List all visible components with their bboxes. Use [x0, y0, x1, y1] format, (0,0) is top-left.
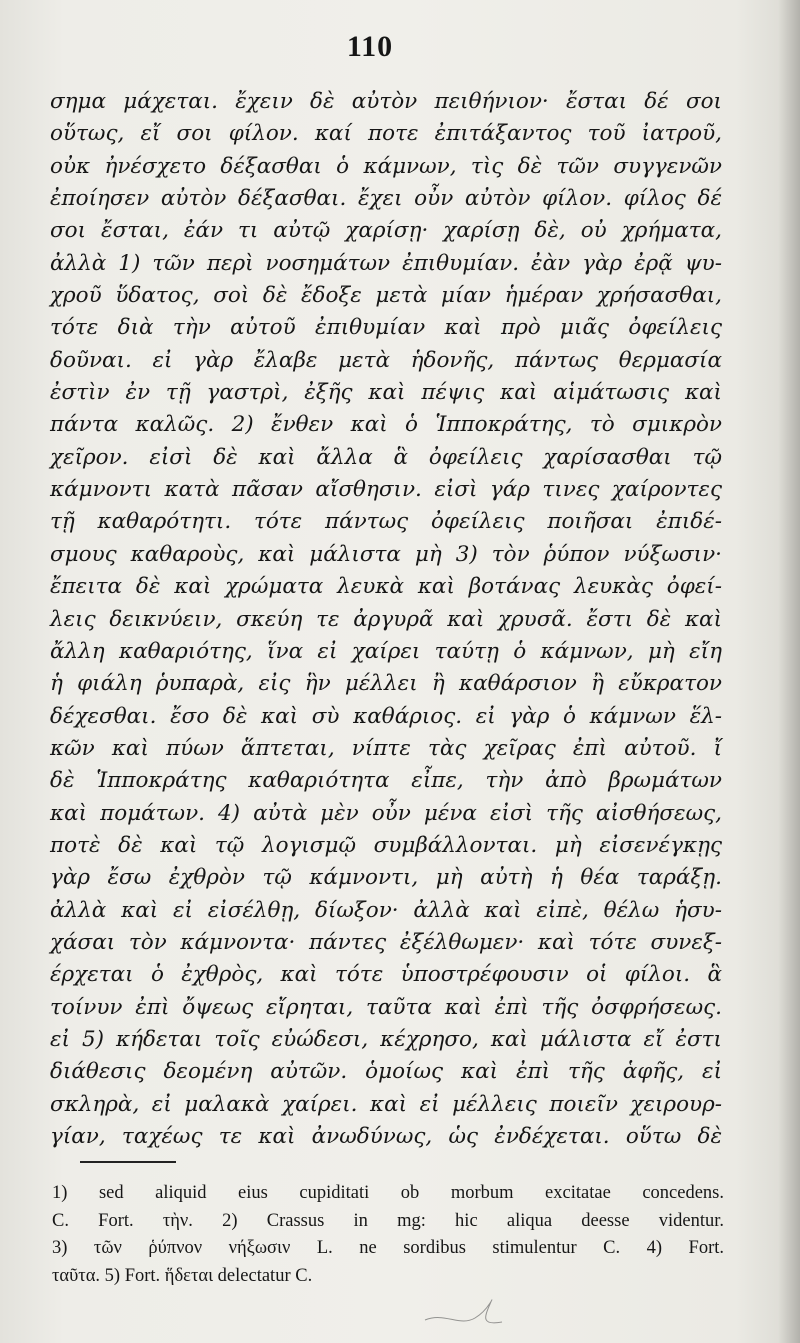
pencil-mark [420, 1282, 510, 1332]
text-line: σοι ἔσται, ἐάν τι αὐτῷ χαρίσῃ· χαρίσῃ δὲ, οὐ χρήματα, [50, 218, 722, 244]
text-line: τοίνυν ἐπὶ ὄψεως εἴρηται, ταῦτα καὶ ἐπὶ τῆς ὀσφρήσεως. [50, 994, 722, 1020]
text-line: γὰρ ἔσω ἐχθρὸν τῷ κάμνοντι, μὴ αὐτὴ ἡ θέα ταράξῃ. [50, 865, 722, 891]
text-line: κάμνοντι κατὰ πᾶσαν αἴσθησιν. εἰσὶ γάρ τινες χαίροντες [50, 477, 722, 503]
footnote-line: ταῦτα. 5) Fort. ἥδεται delectatur C. [52, 1265, 313, 1286]
text-line: οὐκ ἠνέσχετο δέξασθαι ὁ κάμνων, τὶς δὲ τῶν συγγενῶν [50, 153, 722, 179]
spine-shadow [778, 0, 800, 1343]
text-line: ἐποίησεν αὐτὸν δέξασθαι. ἔχει οὖν αὐτὸν φίλον. φίλος δέ [50, 186, 722, 212]
text-line: τότε διὰ τὴν αὐτοῦ ἐπιθυμίαν καὶ πρὸ μιᾶς ὀφείλεις [50, 315, 722, 341]
text-line: ποτὲ δὲ καὶ τῷ λογισμῷ συμβάλλονται. μὴ εἰσενέγκῃς [50, 832, 722, 858]
text-line: σημα μάχεται. ἔχειν δὲ αὐτὸν πειθήνιον· ἔσται δέ σοι [50, 89, 722, 114]
text-line: τῇ καθαρότητι. τότε πάντως ὀφείλεις ποιῆσαι ἐπιδέ- [50, 509, 722, 535]
page-number: 110 [346, 30, 394, 63]
text-line: ἀλλὰ 1) τῶν περὶ νοσημάτων ἐπιθυμίαν. ἐὰν γὰρ ἐρᾷ ψυ- [50, 250, 722, 276]
text-line: ἔπειτα δὲ καὶ χρώματα λευκὰ καὶ βοτάνας λευκὰς ὀφεί- [50, 574, 722, 600]
footnote-line: C. Fort. τὴν. 2) Crassus in mg: hic aliqua deesse videntur. [52, 1210, 724, 1231]
text-line: ἀλλὰ καὶ εἰ εἰσέλθῃ, δίωξον· ἀλλὰ καὶ εἰπὲ, θέλω ἡσυ- [50, 897, 722, 923]
footnotes [52, 1180, 724, 1290]
text-line: ἄλλη καθαριότης, ἵνα εἰ χαίρει ταύτῃ ὁ κάμνων, μὴ εἴη [50, 638, 722, 664]
text-line: χεῖρον. εἰσὶ δὲ καὶ ἄλλα ἃ ὀφείλεις χαρίσασθαι τῷ [50, 444, 722, 470]
text-line: χάσαι τὸν κάμνοντα· πάντες ἐξέλθωμεν· καὶ τότε συνεξ- [50, 929, 722, 955]
text-line: διάθεσις δεομένη αὐτῶν. ὁμοίως καὶ ἐπὶ τῆς ἁφῆς, εἰ [50, 1059, 722, 1085]
footnote-line: 3) τῶν ῥύπνον νήξωσιν L. ne sordibus stimulentur C. 4) Fort. [52, 1238, 724, 1258]
text-line: λεις δεικνύειν, σκεύη τε ἀργυρᾶ καὶ χρυσᾶ. ἔστι δὲ καὶ [50, 606, 722, 632]
text-line: χροῦ ὕδατος, σοὶ δὲ ἔδοξε μετὰ μίαν ἡμέραν χρήσασθαι, [50, 283, 722, 309]
text-line: κῶν καὶ πύων ἅπτεται, νίπτε τὰς χεῖρας ἐπὶ αὐτοῦ. ἴ [50, 735, 722, 761]
greek-body-text [50, 86, 722, 1153]
text-line: σμους καθαροὺς, καὶ μάλιστα μὴ 3) τὸν ῥύπον νύξωσιν· [50, 541, 722, 567]
footnote-line: 1) sed aliquid eius cupiditati ob morbum excitatae concedens. [52, 1183, 724, 1203]
text-line: σκληρὰ, εἰ μαλακὰ χαίρει. καὶ εἰ μέλλεις ποιεῖν χειρουρ- [50, 1091, 722, 1117]
footnote-rule [80, 1161, 176, 1163]
text-line: εἰ 5) κήδεται τοῖς εὐώδεσι, κέχρησο, καὶ μάλιστα εἴ ἐστι [50, 1026, 722, 1052]
text-line: ἐστὶν ἐν τῇ γαστρὶ, ἐξῆς καὶ πέψις καὶ αἱμάτωσις καὶ [50, 380, 722, 406]
text-line: καὶ πομάτων. 4) αὐτὰ μὲν οὖν μένα εἰσὶ τῆς αἰσθήσεως, [50, 800, 722, 826]
text-line: δοῦναι. εἰ γὰρ ἔλαβε μετὰ ἡδονῆς, πάντως θερμασία [50, 347, 722, 373]
text-line: πάντα καλῶς. 2) ἔνθεν καὶ ὁ Ἱπποκράτης, τὸ σμικρὸν [50, 412, 722, 438]
text-line: ἡ φιάλη ῥυπαρὰ, εἰς ἣν μέλλει ἢ καθάρσιον ἢ εὔκρατον [50, 671, 722, 697]
text-line: δέχεσθαι. ἔσο δὲ καὶ σὺ καθάριος. εἰ γὰρ ὁ κάμνων ἕλ- [50, 703, 722, 729]
text-line: έρχεται ὁ ἐχθρὸς, καὶ τότε ὑποστρέφουσιν οἱ φίλοι. ἃ [50, 962, 722, 988]
text-line: γίαν, ταχέως τε καὶ ἀνωδύνως, ὡς ἐνδέχεται. οὕτω δὲ [50, 1124, 722, 1149]
text-line: δὲ Ἱπποκράτης καθαριότητα εἶπε, τὴν ἀπὸ βρωμάτων [50, 768, 722, 794]
text-line: οὕτως, εἴ σοι φίλον. καί ποτε ἐπιτάξαντος τοῦ ἰατροῦ, [50, 121, 722, 147]
